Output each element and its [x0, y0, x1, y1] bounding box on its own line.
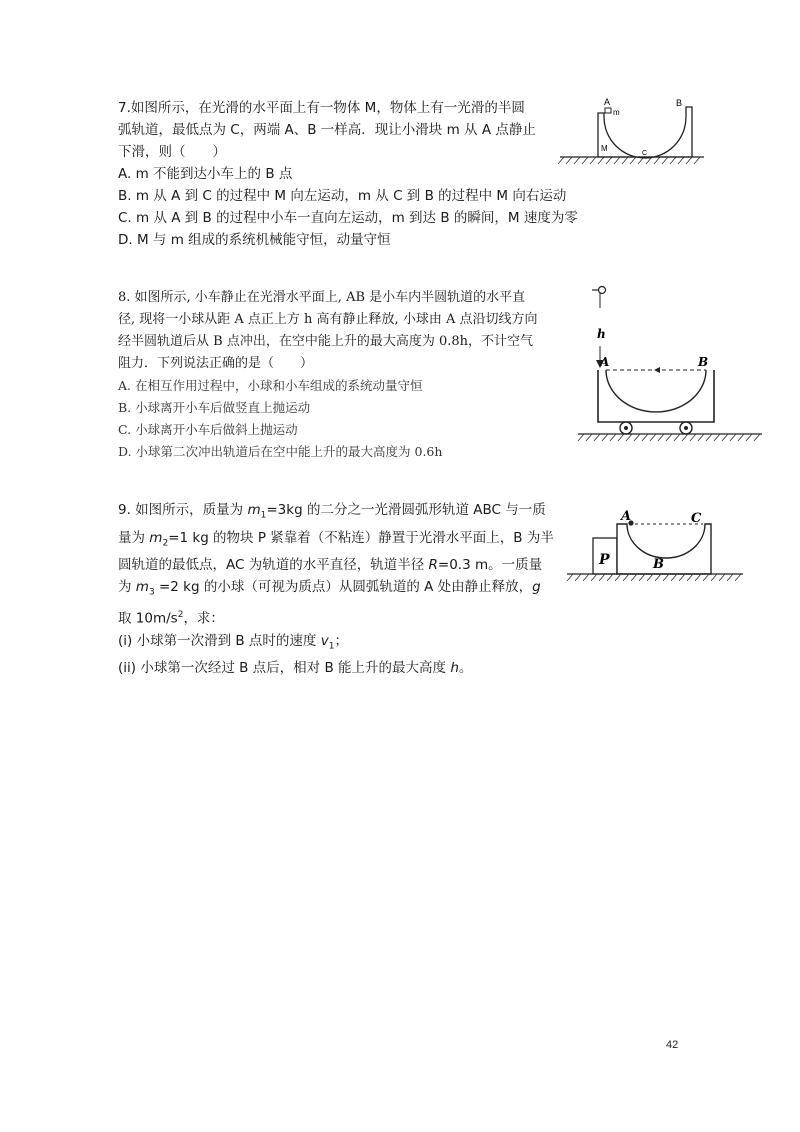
- q8-option-d: D. 小球第二次冲出轨道后在空中能上升的最大高度为 0.6h: [118, 444, 443, 459]
- label-c: C: [691, 511, 702, 526]
- question-9: [118, 499, 554, 679]
- label-c: C: [642, 150, 648, 157]
- label-m: m: [613, 108, 620, 117]
- q7-option-c: C. m 从 A 到 B 的过程中小车一直向左运动，m 到达 B 的瞬间，M 速度为零: [118, 210, 578, 226]
- q9-subquestion-i: (i) 小球第一次滑到 B 点时的速度 $v_1$；: [118, 632, 348, 652]
- q7-option-d: D. M 与 m 组成的系统机械能守恒，动量守恒: [118, 232, 391, 248]
- q7-line-1: 7.如图所示，在光滑的水平面上有一物体 M，物体上有一光滑的半圆: [118, 100, 525, 116]
- slider-block: [605, 108, 611, 113]
- label-a: A: [621, 509, 632, 524]
- page-number: 42: [666, 1039, 679, 1051]
- q9-line-2: 量为 $m_2=1$ kg 的物块 P 紧靠着（不粘连）静置于光滑水平面上，B 为半: [118, 529, 554, 549]
- question-8: [118, 287, 537, 463]
- q8-figure: [574, 280, 766, 448]
- q8-line-3: 经半圆轨道后从 B 点冲出，在空中能上升的最大高度为 0.8h，不计空气: [118, 334, 533, 349]
- q7-option-b: B. m 从 A 到 C 的过程中 M 向左运动，m 从 C 到 B 的过程中 M 向右运动: [118, 188, 567, 204]
- q9-line-1: 9. 如图所示，质量为 $m_1=3kg$ 的二分之一光滑圆弧形轨道 ABC 与一质: [118, 502, 546, 521]
- q8-option-a: A. 在相互作用过程中，小球和小车组成的系统动量守恒: [118, 378, 423, 393]
- label-h: h: [597, 327, 606, 341]
- ball: [599, 287, 606, 294]
- q9-line-3: 圆轨道的最低点，AC 为轨道的水平直径，轨道半径 R=0.3 m。一质量: [118, 557, 543, 574]
- q8-line-4: 阻力．下列说法正确的是（ ）: [118, 356, 314, 371]
- q9-subquestion-ii: (ii) 小球第一次经过 B 点后，相对 B 能上升的最大高度 h。: [118, 660, 473, 677]
- label-b: B: [653, 557, 664, 572]
- label-b: B: [698, 355, 709, 369]
- q7-option-a: A. m 不能到达小车上的 B 点: [118, 166, 293, 182]
- q9-line-5: 取 $10m/s^2$，求：: [118, 610, 224, 627]
- label-b: B: [676, 98, 683, 108]
- label-big-m: M: [601, 144, 608, 153]
- q8-option-b: B. 小球离开小车后做竖直上抛运动: [118, 400, 311, 415]
- question-7: [118, 97, 578, 251]
- label-p: P: [599, 552, 610, 568]
- q7-figure: [558, 95, 708, 167]
- q9-figure: [565, 508, 745, 590]
- label-a: A: [604, 97, 611, 107]
- label-a: A: [600, 355, 610, 369]
- q9-line-4: 为 $m_3 =2$ kg 的小球（可视为质点）从圆弧轨道的 A 处由静止释放，g: [118, 579, 541, 599]
- q8-line-1: 8. 如图所示, 小车静止在光滑水平面上, AB 是小车内半圆轨道的水平直: [118, 290, 526, 305]
- q7-line-2: 弧轨道，最低点为 C，两端 A、B 一样高．现让小滑块 m 从 A 点静止: [118, 122, 536, 138]
- q7-line-3: 下滑，则（ ）: [118, 144, 226, 160]
- q8-option-c: C. 小球离开小车后做斜上抛运动: [118, 422, 298, 437]
- q8-line-2: 径, 现将一小球从距 A 点正上方 h 高有静止释放, 小球由 A 点沿切线方向: [118, 312, 538, 327]
